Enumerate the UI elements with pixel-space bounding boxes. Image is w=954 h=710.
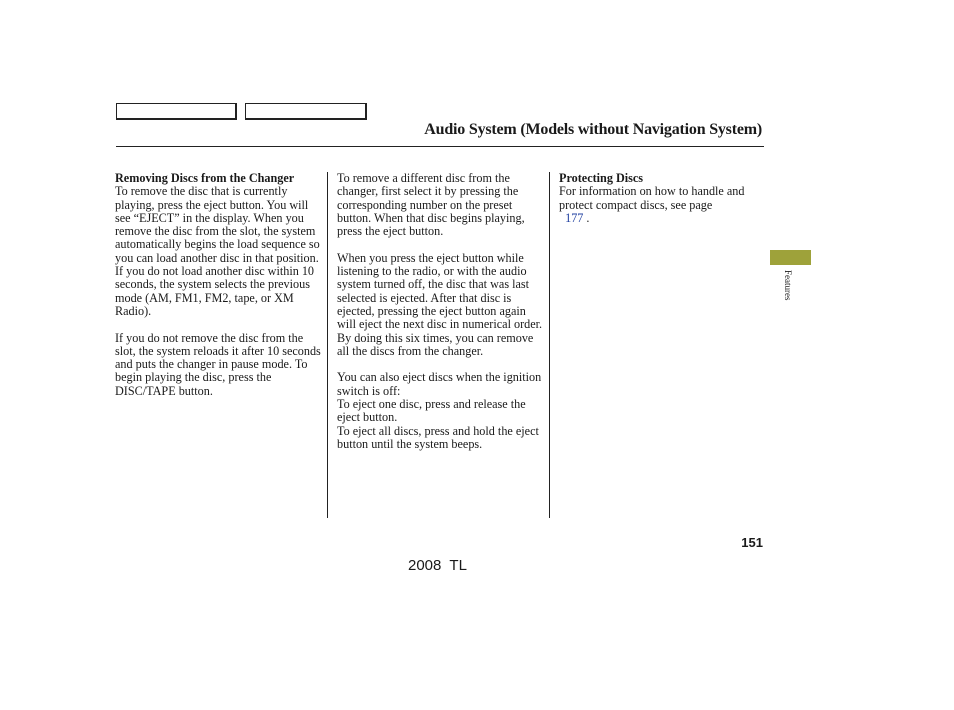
paragraph: To eject one disc, press and release the eject button.	[337, 397, 526, 425]
title-rule	[116, 146, 764, 147]
column-divider	[327, 172, 328, 518]
paragraph: When you press the eject button while listening to the radio, or with the audio system turned off, the disc that was last selected is ejected. After that disc is ejected, pressing the eject button again will eject the next disc in numerical order. By doing this six times, you can remove all the discs from the changer.	[337, 250, 543, 358]
paragraph: To eject all discs, press and hold the eject button until the system beeps.	[337, 423, 539, 451]
section-label: Features	[783, 270, 793, 301]
section-heading: Removing Discs from the Changer	[115, 171, 295, 185]
model-footer: 2008 TL	[408, 557, 467, 574]
section-color-tab	[770, 250, 811, 265]
paragraph: To remove the disc that is currently playing, press the eject button. You will see “EJECT” in the display. When you remove the disc from the slot, the system automatically begins the load sequence so you can load another disc in that position. If you do not load another disc within 10 seconds, the system selects the previous mode (AM, FM1, FM2, tape, or XM Radio).	[115, 184, 320, 318]
page-number: 151	[741, 535, 763, 550]
paragraph: If you do not remove the disc from the slot, the system reloads it after 10 seconds and puts the changer in pause mode. To begin playing the disc, press the DISC/TAPE button.	[115, 330, 321, 398]
page-title: Audio System (Models without Navigation System)	[424, 121, 762, 138]
paragraph: You can also eject discs when the ignition switch is off:	[337, 370, 542, 398]
nav-tab-index[interactable]	[245, 103, 367, 120]
paragraph	[559, 185, 765, 225]
paragraph-text: .	[583, 210, 590, 225]
paragraph-text: For information on how to handle and protect compact discs, see page	[559, 184, 745, 212]
section-heading: Protecting Discs	[559, 171, 644, 185]
column-protecting-discs	[559, 172, 765, 225]
nav-tab-previous[interactable]	[116, 103, 237, 120]
column-eject-discs	[337, 172, 543, 451]
paragraph: To remove a different disc from the changer, first select it by pressing the corresponding number on the preset button. When that disc begins playing, press the eject button.	[337, 171, 525, 239]
column-divider	[549, 172, 550, 518]
page-reference-link[interactable]: 177	[565, 210, 584, 225]
column-removing-discs	[115, 172, 321, 398]
